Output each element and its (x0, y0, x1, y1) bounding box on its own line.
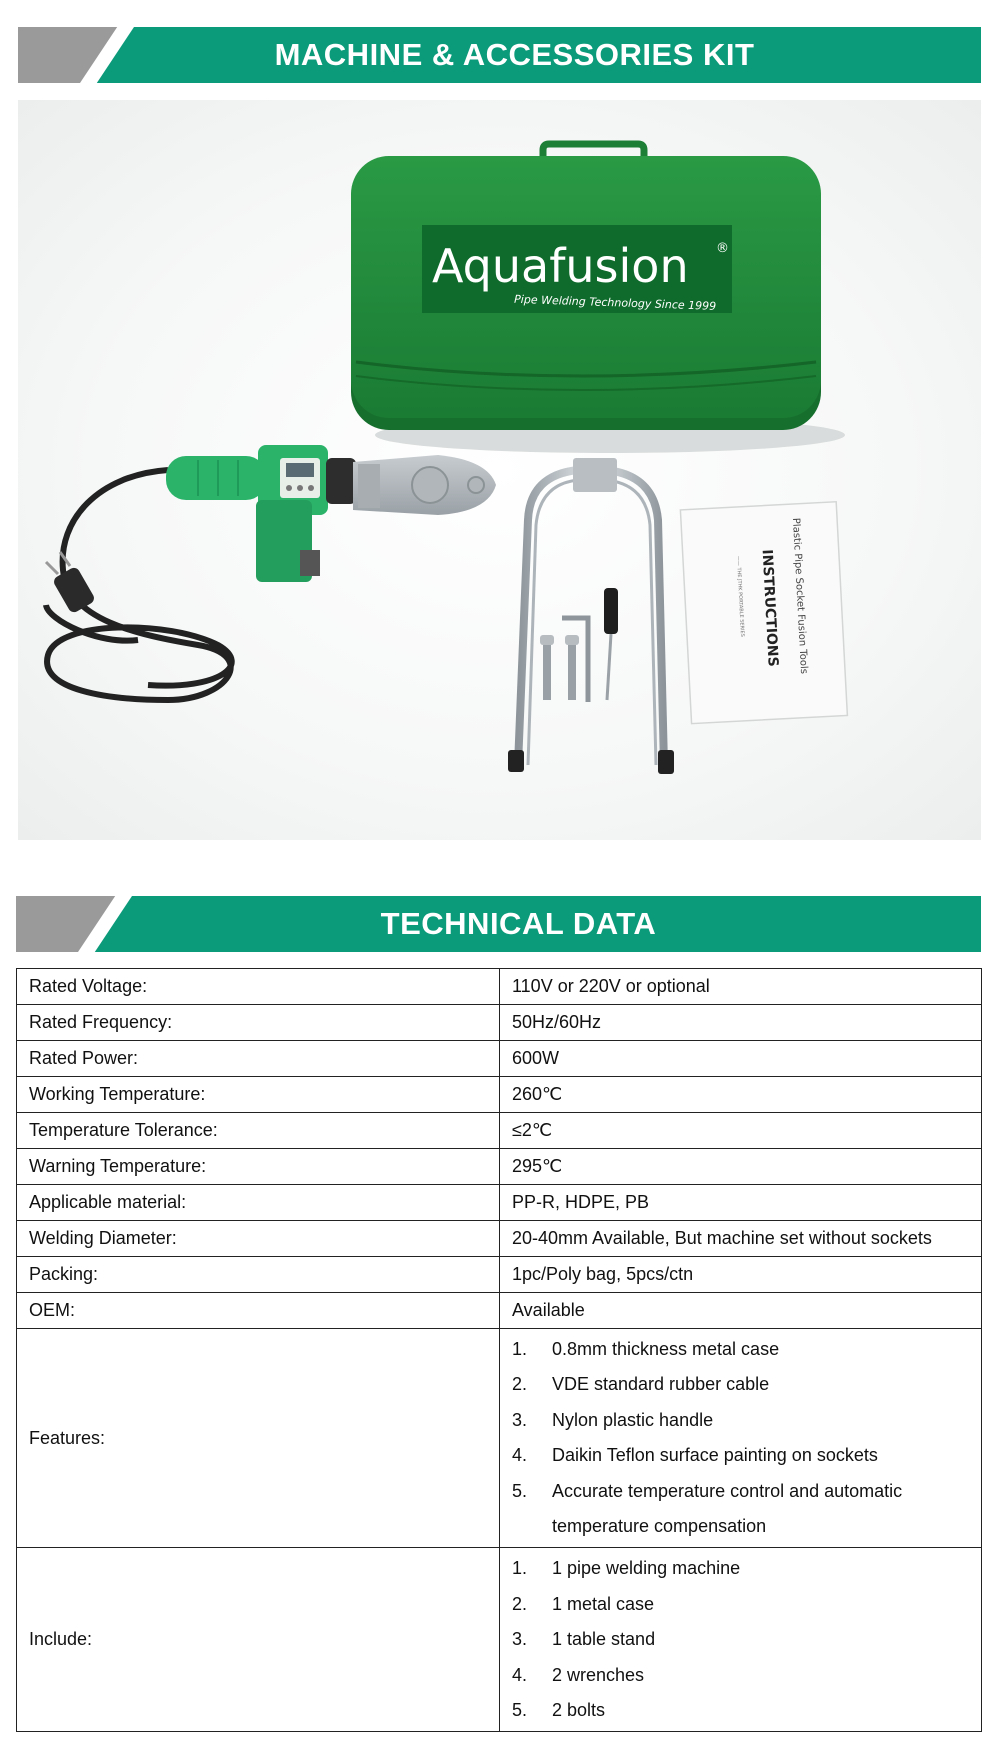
table-row-features (17, 1329, 982, 1548)
list-text: Nylon plastic handle (552, 1409, 714, 1430)
table-row (17, 969, 982, 1005)
table-row (17, 1257, 982, 1293)
spec-label: Working Temperature: (17, 1077, 500, 1113)
stand-foot-left (508, 750, 524, 772)
spec-label: Rated Frequency: (17, 1005, 500, 1041)
spec-label: Packing: (17, 1257, 500, 1293)
table-row (17, 1293, 982, 1329)
welding-machine (166, 445, 496, 582)
spec-label: Rated Power: (17, 1041, 500, 1077)
bolts (540, 635, 579, 700)
table-row (17, 1077, 982, 1113)
stand-clamp (573, 458, 617, 492)
spec-value: ≤2℃ (500, 1113, 982, 1149)
list-item (512, 1438, 969, 1473)
list-text: 2 wrenches (552, 1664, 645, 1685)
list-item (512, 1587, 969, 1622)
list-item (512, 1509, 969, 1544)
table-row (17, 1113, 982, 1149)
list-number: 2. (512, 1374, 528, 1395)
list-number: 4. (512, 1664, 528, 1685)
spec-label: Applicable material: (17, 1185, 500, 1221)
list-item (512, 1332, 969, 1367)
instructions-booklet (680, 502, 847, 724)
registered-mark: ® (716, 241, 729, 256)
list-text: 0.8mm thickness metal case (552, 1339, 780, 1359)
spec-value: 295℃ (500, 1149, 982, 1185)
list-text: 1 pipe welding machine (552, 1558, 741, 1579)
table-stand (508, 458, 674, 774)
stand-foot-right (658, 750, 674, 774)
booklet-title: INSTRUCTIONS (758, 549, 781, 668)
spec-label: Welding Diameter: (17, 1221, 500, 1257)
kit-section-title: MACHINE & ACCESSORIES KIT (274, 37, 755, 72)
list-text: 2 bolts (552, 1700, 606, 1721)
list-number: 3. (512, 1409, 528, 1430)
list-text: VDE standard rubber cable (552, 1374, 770, 1395)
list-number: 2. (512, 1593, 528, 1614)
spec-value: 1pc/Poly bag, 5pcs/ctn (500, 1257, 982, 1293)
table-row (17, 1005, 982, 1041)
spec-value: 260℃ (500, 1077, 982, 1113)
features-list (500, 1329, 982, 1548)
list-number (512, 1509, 552, 1544)
list-item (512, 1403, 969, 1438)
list-item (512, 1367, 969, 1402)
spec-value: 110V or 220V or optional (500, 969, 982, 1005)
list-text: 1 table stand (552, 1629, 656, 1650)
spec-value: Available (500, 1293, 982, 1329)
spec-value: PP-R, HDPE, PB (500, 1185, 982, 1221)
list-number: 5. (512, 1700, 528, 1721)
power-plug (46, 552, 96, 614)
list-item (512, 1658, 969, 1693)
list-number: 1. (512, 1339, 528, 1359)
metal-case (351, 156, 821, 430)
list-item (512, 1551, 969, 1586)
spec-label: Rated Voltage: (17, 969, 500, 1005)
include-list (500, 1548, 982, 1732)
product-illustration (18, 100, 981, 840)
list-item (512, 1474, 969, 1509)
spec-table (16, 968, 982, 1732)
list-text: Accurate temperature control and automatic (552, 1480, 903, 1501)
list-text: Daikin Teflon surface painting on sockets (552, 1445, 878, 1466)
machine-handle (166, 456, 266, 500)
list-number: 1. (512, 1558, 528, 1579)
product-photo (18, 100, 981, 840)
list-item (512, 1622, 969, 1657)
table-row (17, 1185, 982, 1221)
temperature-display (286, 463, 314, 477)
spec-value: 600W (500, 1041, 982, 1077)
list-text: temperature compensation (552, 1516, 767, 1537)
brand-tagline: Pipe Welding Technology Since 1999 (513, 292, 717, 313)
spec-label: OEM: (17, 1293, 500, 1329)
spec-value: 50Hz/60Hz (500, 1005, 982, 1041)
list-number: 3. (512, 1629, 528, 1650)
table-row (17, 1149, 982, 1185)
include-label: Include: (17, 1548, 500, 1732)
table-row (17, 1041, 982, 1077)
features-label: Features: (17, 1329, 500, 1548)
kit-section-banner (18, 27, 981, 83)
list-text: 1 metal case (552, 1593, 655, 1614)
list-item (512, 1693, 969, 1728)
tech-section-banner (16, 896, 981, 952)
spec-label: Temperature Tolerance: (17, 1113, 500, 1149)
spec-label: Warning Temperature: (17, 1149, 500, 1185)
list-number: 5. (512, 1480, 528, 1501)
power-cable (46, 470, 232, 700)
tech-section-title: TECHNICAL DATA (380, 906, 657, 941)
spec-value: 20-40mm Available, But machine set without sockets (500, 1221, 982, 1257)
booklet-subtitle: Plastic Pipe Socket Fusion Tools (789, 517, 810, 675)
list-number: 4. (512, 1445, 528, 1466)
brand-logo-text: Aquafusion (432, 239, 689, 293)
table-row-include (17, 1548, 982, 1732)
table-row (17, 1221, 982, 1257)
booklet-series: —— THE JTHK PORTABLE SERIES (734, 555, 746, 638)
